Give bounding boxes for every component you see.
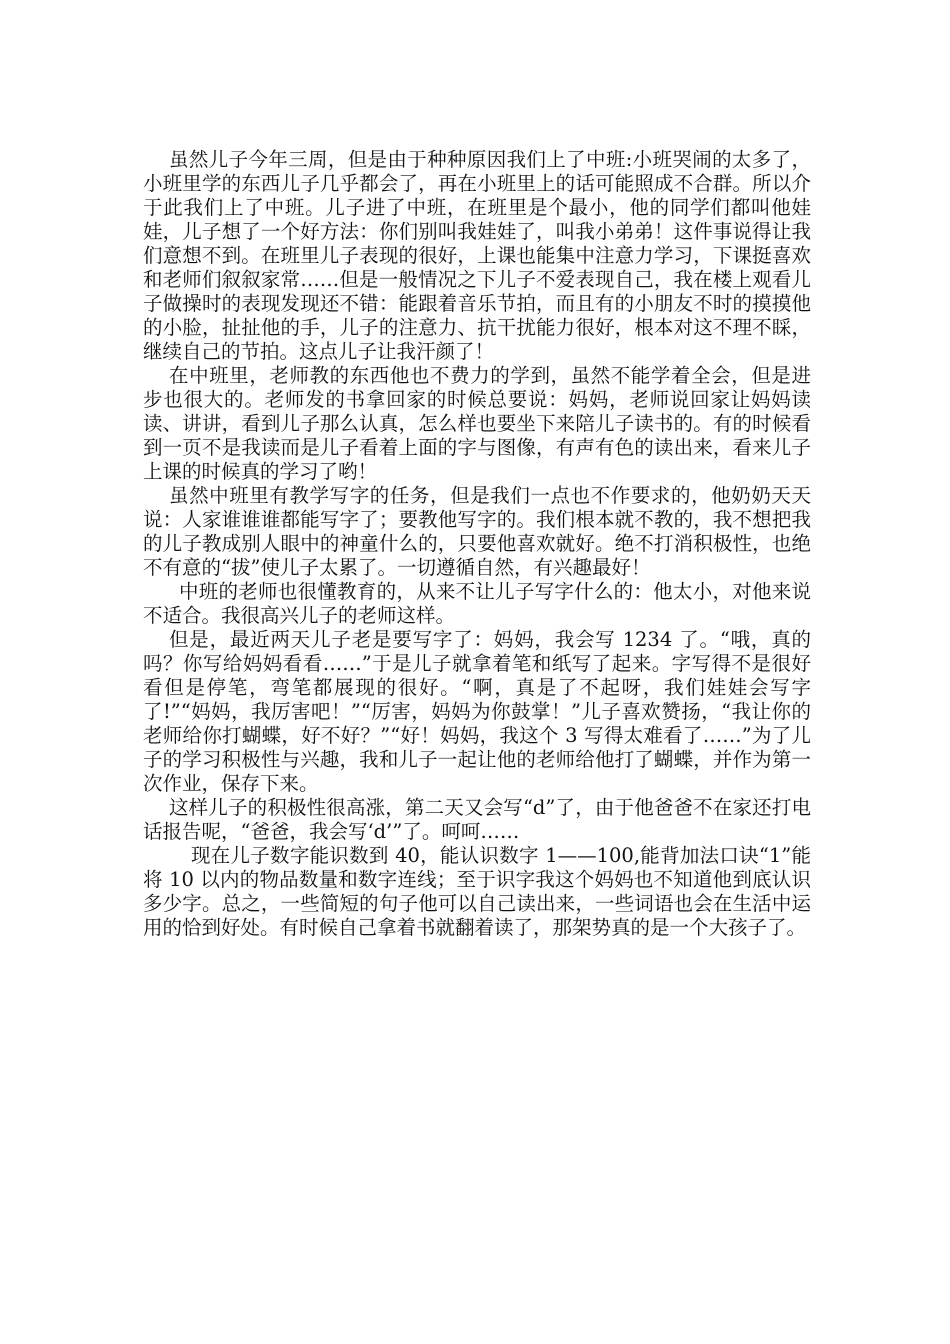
paragraph-3: 虽然中班里有教学写字的任务，但是我们一点也不作要求的，他奶奶天天说：人家谁谁谁都能写字了；要教他写字的。我们根本就不教的，我不想把我的儿子教成别人眼中的神童什么的，只要他喜欢就好。绝不打消积极性，也绝不有意的“拔”使儿子太累了。一切遵循自然，有兴趣最好！	[143, 484, 811, 579]
paragraph-6: 这样儿子的积极性很高涨，第二天又会写“d”了，由于他爸爸不在家还打电话报告呢，“爸爸，我会写‘d’”了。呵呵……	[143, 796, 811, 843]
document-body	[143, 148, 811, 940]
paragraph-4: 中班的老师也很懂教育的，从来不让儿子写字什么的：他太小，对他来说不适合。我很高兴儿子的老师这样。	[143, 580, 811, 627]
paragraph-5: 但是，最近两天儿子老是要写字了：妈妈，我会写 1234 了。“哦，真的吗？你写给妈妈看看……”于是儿子就拿着笔和纸写了起来。字写得不是很好看但是停笔，弯笔都展现的很好。“啊，真是了不起呀，我们娃娃会写字了!”“妈妈，我厉害吧！”“厉害，妈妈为你鼓掌！”儿子喜欢赞扬，“我让你的老师给你打蝴蝶，好不好？”“好！妈妈，我这个 3 写得太难看了……”为了儿子的学习积极性与兴趣，我和儿子一起让他的老师给他打了蝴蝶，并作为第一次作业，保存下来。	[143, 628, 811, 795]
paragraph-2: 在中班里，老师教的东西他也不费力的学到，虽然不能学着全会，但是进步也很大的。老师发的书拿回家的时候总要说：妈妈，老师说回家让妈妈读读、讲讲，看到儿子那么认真，怎么样也要坐下来陪儿子读书的。有的时候看到一页不是我读而是儿子看着上面的字与图像，有声有色的读出来，看来儿子上课的时候真的学习了哟！	[143, 364, 811, 483]
paragraph-1: 虽然儿子今年三周，但是由于种种原因我们上了中班:小班哭闹的太多了，小班里学的东西儿子几乎都会了，再在小班里上的话可能照成不合群。所以介于此我们上了中班。儿子进了中班，在班里是个最小，他的同学们都叫他娃娃，儿子想了一个好方法：你们别叫我娃娃了，叫我小弟弟！这件事说得让我们意想不到。在班里儿子表现的很好，上课也能集中注意力学习，下课挺喜欢和老师们叙叙家常……但是一般情况之下儿子不爱表现自己，我在楼上观看儿子做操时的表现发现还不错：能跟着音乐节拍，而且有的小朋友不时的摸摸他的小脸，扯扯他的手，儿子的注意力、抗干扰能力很好，根本对这不理不睬，继续自己的节拍。这点儿子让我汗颜了！	[143, 148, 811, 363]
paragraph-7: 现在儿子数字能识数到 40，能认识数字 1——100,能背加法口诀“1”能将 10 以内的物品数量和数字连线；至于识字我这个妈妈也不知道他到底认识多少字。总之，一些简短的句子他可以自己读出来，一些词语也会在生活中运用的恰到好处。有时候自己拿着书就翻着读了，那架势真的是一个大孩子了。	[143, 844, 811, 939]
